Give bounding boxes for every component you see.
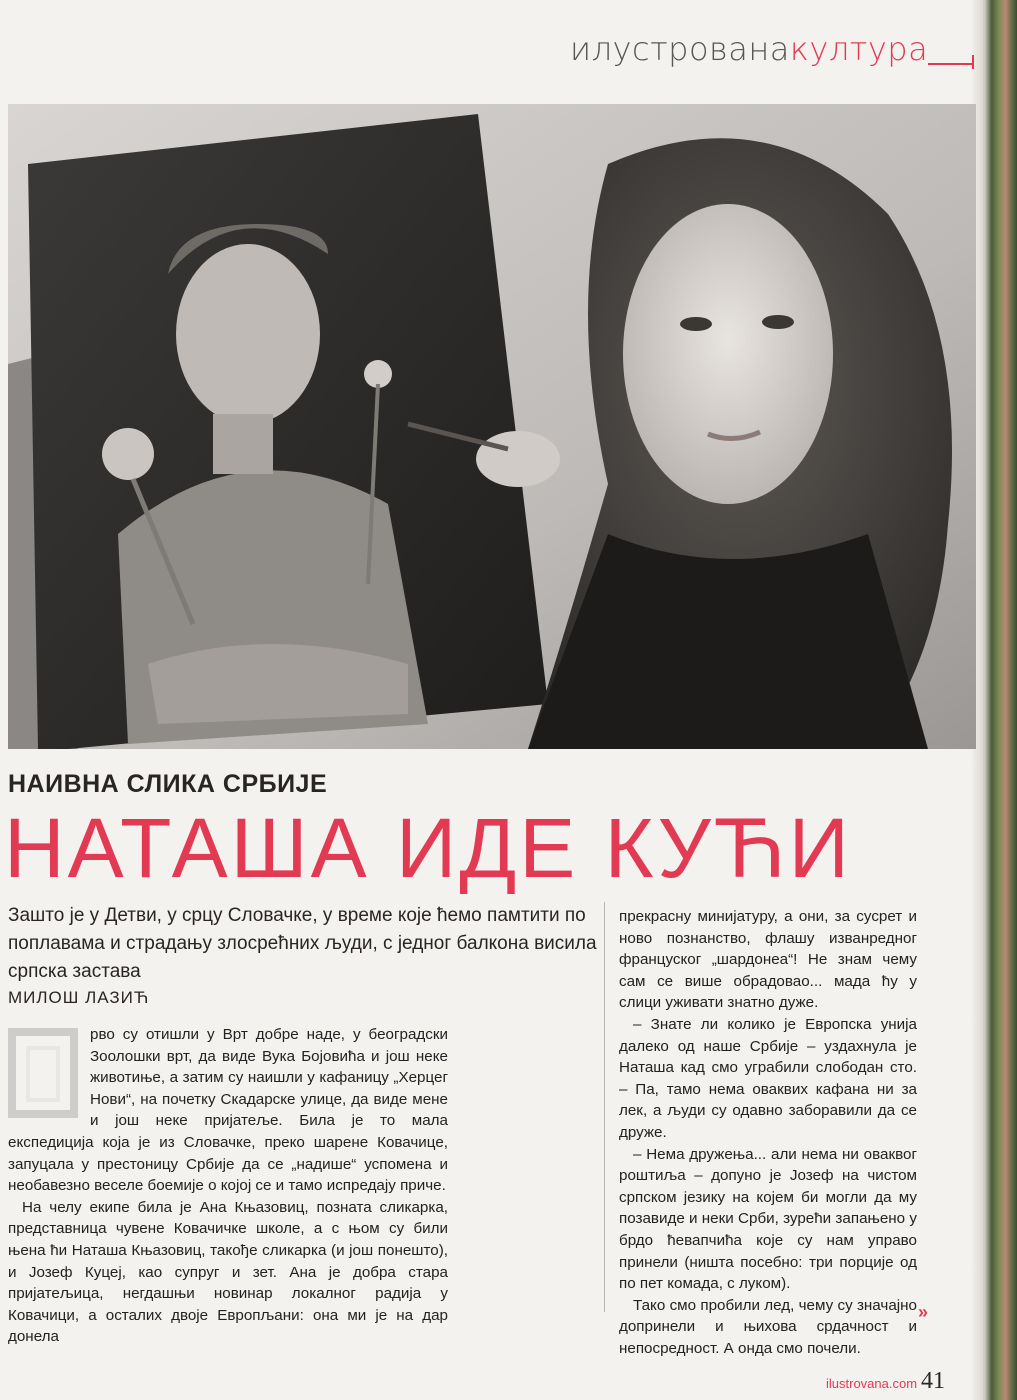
article-photo	[8, 104, 976, 749]
section-header-part2: култура	[789, 30, 929, 68]
footer-url: ilustrovana.com	[826, 1376, 918, 1391]
article-headline: НАТАША ИДЕ КУЋИ	[4, 801, 853, 895]
header-rule	[928, 63, 973, 65]
header-tick	[972, 55, 974, 69]
woman-face	[623, 204, 833, 504]
page-edge-bleed	[971, 0, 1017, 1400]
paragraph: – Знате ли колико је Европска унија далеко од наше Србије – уздахнула је Наташа кад смо уграбили слободан сто. – Па, тамо нема оваквих кафана ни за лек, а људи су одавно заборавили да се друже.	[619, 1015, 917, 1141]
article-kicker: НАИВНА СЛИКА СРБИЈЕ	[8, 770, 328, 798]
paragraph: – Нема дружења... али нема ни оваквог роштиља – допуно је Јозеф на чистом српском језику на којем би могли да му позавиде и неки Срби, зурећи запањено у брдо ћевапчића које су нам управо принели (ништа посебно: три порције од по пет комада, с луком).	[619, 1145, 917, 1293]
section-header-part1: илустрована	[570, 30, 790, 68]
paragraph: Тако смо пробили лед, чему су значајно допринели и њихова срдачност и непосредност. А онда смо почели.	[619, 1296, 917, 1357]
paragraph: прекрасну минијатуру, а они, за сусрет и ново познанство, флашу изванредног француског „шардонеа“! Не знам чему сам се више обрадовао... мада ћу у слици уживати знатно дуже.	[619, 908, 917, 1012]
section-header	[570, 30, 928, 68]
article-lede: Зашто је у Детви, у срцу Словачке, у време које ћемо памтити по поплавама и страдању злосрећних људи, с једног балкона висила српска застава	[8, 905, 597, 982]
paragraph: На челу екипе била је Ана Књазовиц, позната сликарка, представница чувене Ковачичке школе, а с њом су били њена ћи Наташа Књазовиц, такође сликарка (и још понешто), и Јозеф Куцеј, као супруг и зет. Ана је добра стара пријатељица, негдашњи новинар локалног радија у Ковачици, а осталих двоје Европљани: она ми је на дар донела	[8, 1198, 448, 1346]
paragraph: рво су отишли у Врт добре наде, у београдски Зоолошки врт, да виде Вука Бојовића и још неке животиње, а затим су наишли у кафаницу „Херцег Нови“, на почетку Скадарске улице, да виде мене и још неке пријатеље. Била је то мала експедиција која је из Словачке, преко шарене Ковачице, запуцала у престоницу Србије да се „надише“ успомена и необавезно веселе боемије о којој се и тамо испредају приче.	[8, 1026, 448, 1195]
dropcap	[8, 1028, 78, 1118]
painted-face	[176, 244, 320, 424]
article-column-left	[8, 1024, 448, 1348]
continue-arrow-icon: »	[918, 1302, 929, 1322]
page-number: 41	[921, 1368, 945, 1394]
article-column-right	[619, 906, 917, 1359]
column-divider	[604, 902, 605, 1312]
photo-illustration	[8, 104, 976, 749]
article-byline: МИЛОШ ЛАЗИЋ	[8, 988, 150, 1007]
woman-hand	[476, 431, 560, 487]
